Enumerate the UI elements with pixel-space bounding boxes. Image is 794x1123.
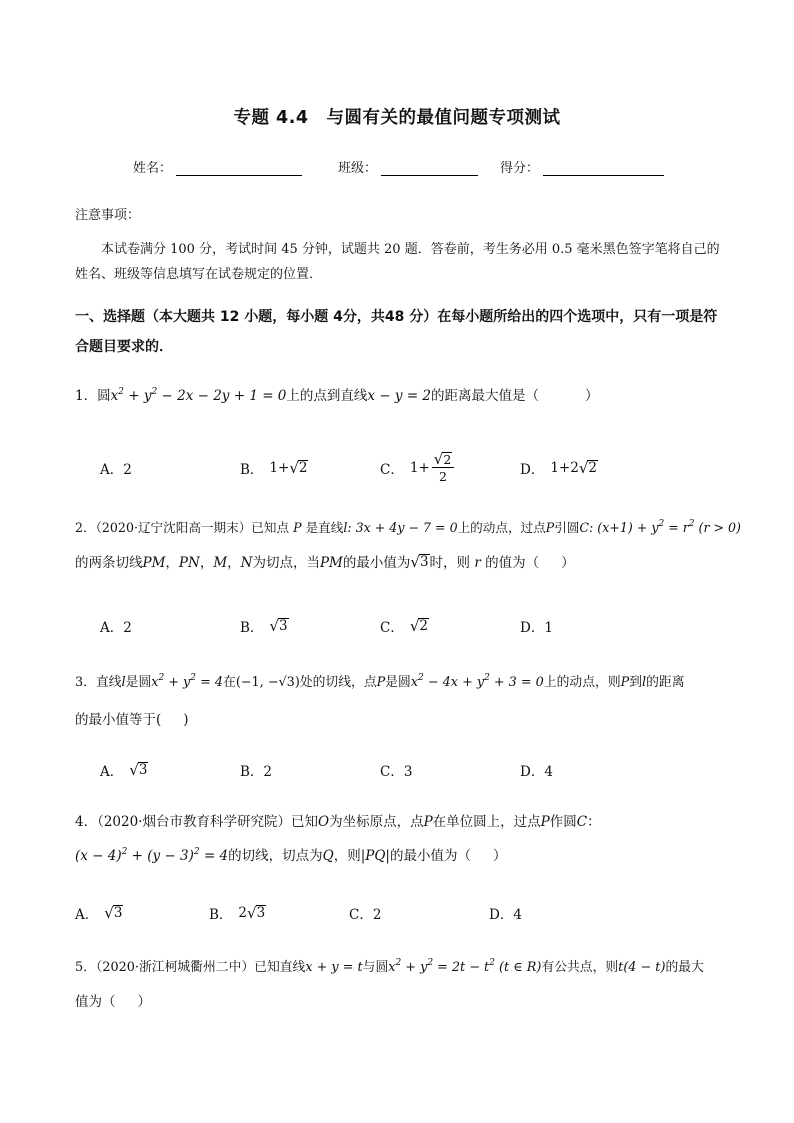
score-label: 得分：	[500, 161, 540, 176]
radical-icon: √	[409, 616, 420, 635]
question-text: 的距离	[646, 675, 685, 690]
radical-icon: √	[269, 616, 279, 635]
question-text: 上的点到直线	[286, 388, 368, 404]
option-label: C．2	[349, 907, 382, 923]
option-label: C．3	[380, 764, 413, 780]
section-heading: 一、选择题（本大题共 12 小题，每小题 4分，共48 分）在每小题所给出的四个选项中，只有一项是符合题目要求的．	[75, 309, 718, 355]
question-text: ）	[585, 388, 599, 404]
denominator: 2	[439, 469, 447, 484]
option-label: A．2	[100, 620, 132, 636]
radicand: 2	[419, 618, 428, 635]
question-2	[75, 518, 741, 573]
radicand: 2	[588, 460, 597, 477]
question-4-options	[75, 903, 635, 923]
math-expression: $(x - 4)^2 + (y - 3)^2 = 4$	[75, 847, 229, 864]
question-3-options	[100, 760, 660, 780]
math-expression: x − y = 2	[367, 388, 432, 404]
question-text: 的切线，切点为	[228, 848, 323, 864]
question-text: 时，则	[429, 555, 471, 571]
question-text: ，则	[333, 848, 361, 864]
score-field[interactable]	[500, 157, 664, 176]
question-text: 是直线	[305, 520, 344, 535]
radicand: 3	[256, 905, 266, 922]
option-a[interactable]	[75, 903, 209, 923]
question-text: 的最小值为	[342, 555, 411, 571]
question-number: 2．	[75, 520, 96, 535]
question-2-options	[100, 616, 660, 636]
math-var: P	[540, 814, 550, 830]
question-text: （2020·辽宁沈阳高一期末）已知点	[95, 520, 290, 535]
math-var: P	[376, 675, 386, 690]
question-text: 是圆	[125, 675, 152, 690]
option-b[interactable]	[209, 903, 349, 923]
question-text: 作圆	[549, 814, 577, 830]
question-number: 1．	[75, 388, 98, 404]
radical-icon: √	[433, 450, 444, 468]
math-expression: l: 3x + 4y − 7 = 0	[343, 520, 458, 535]
question-text: 是圆	[385, 675, 411, 690]
question-text: ：	[587, 814, 601, 830]
class-field[interactable]	[338, 157, 500, 176]
math-expression: C: $(x+1) + y^2 = r^2$ (r > 0)	[579, 519, 741, 535]
option-label: D．4	[520, 764, 553, 780]
name-field[interactable]	[133, 157, 338, 176]
question-text: 上的动点，过点	[457, 520, 546, 535]
option-value: 1+	[269, 460, 290, 476]
question-text: 直线	[95, 675, 122, 690]
option-c[interactable]	[349, 903, 489, 923]
sqrt-expression	[410, 554, 429, 570]
question-text: 上的动点，则	[543, 675, 621, 690]
option-label: B．	[209, 907, 233, 923]
option-value: 1+2	[550, 460, 579, 476]
question-text: 的两条切线	[75, 555, 143, 571]
question-number: 3．	[75, 675, 96, 690]
option-c[interactable]	[380, 452, 520, 484]
question-text: 的值为（	[485, 555, 540, 571]
option-label: A．	[100, 764, 124, 780]
class-blank[interactable]	[381, 161, 478, 176]
option-label: D．	[520, 462, 545, 478]
notice-heading: 注意事项：	[75, 208, 141, 223]
option-label: B．	[240, 462, 264, 478]
math-var: r	[470, 555, 486, 571]
question-text: 有公共点，则	[541, 960, 619, 975]
option-label: D．4	[489, 907, 522, 923]
math-var: O	[318, 814, 330, 830]
math-var: P	[289, 520, 306, 535]
radical-icon: √	[104, 903, 114, 922]
question-text: 引圆	[554, 520, 580, 535]
sqrt-expression	[289, 460, 308, 476]
question-text: 处的切线，点	[299, 675, 377, 690]
option-label: A．2	[100, 462, 132, 478]
option-d[interactable]	[520, 760, 660, 780]
option-d[interactable]	[489, 903, 629, 923]
radical-icon: √	[410, 553, 420, 571]
question-3	[75, 673, 725, 730]
math-var: l	[642, 675, 647, 690]
math-var: P	[423, 814, 433, 830]
option-b[interactable]	[240, 452, 380, 484]
fraction	[432, 452, 455, 484]
option-label: B．2	[240, 764, 273, 780]
math-expression: $x^2 + y^2 = 4$	[151, 673, 224, 690]
option-label: C．	[380, 462, 404, 478]
question-1	[75, 386, 725, 406]
question-text: ，	[199, 555, 214, 571]
sqrt-expression	[434, 452, 453, 467]
question-text: 与圆	[362, 960, 389, 975]
radical-icon: √	[289, 458, 299, 477]
radical-icon: √	[578, 458, 589, 477]
sqrt-expression	[410, 618, 429, 634]
name-blank[interactable]	[176, 161, 302, 176]
radicand: 3	[138, 762, 148, 779]
option-d[interactable]	[520, 616, 660, 636]
question-text: ）	[137, 994, 151, 1010]
math-var: M	[213, 555, 228, 571]
math-var: PM	[319, 555, 343, 571]
option-a[interactable]	[100, 616, 240, 636]
option-b[interactable]	[240, 616, 380, 636]
question-text: 到	[629, 675, 643, 690]
math-expression: t(4 − t)	[618, 960, 666, 975]
option-label: C．	[380, 620, 404, 636]
option-a[interactable]	[100, 760, 240, 780]
question-text: 在单位圆上，过点	[432, 814, 541, 830]
sqrt-expression	[247, 905, 266, 921]
question-text: 为切点，当	[252, 555, 320, 571]
option-b[interactable]	[240, 760, 380, 780]
question-text: 值为（	[75, 994, 116, 1010]
option-a[interactable]	[100, 452, 240, 484]
option-c[interactable]	[380, 760, 520, 780]
page-title: 专题 4.4 与圆有关的最值问题专项测试	[233, 108, 561, 128]
question-1-options	[100, 452, 660, 484]
question-number: 5．	[75, 960, 96, 975]
math-expression: $x^2 + y^2 = 2t - t^2$ (t ∈ R)	[388, 958, 542, 975]
question-text: ）	[561, 555, 575, 571]
question-text: 的最小值等于(	[75, 712, 162, 728]
question-text: 的最小值为（	[389, 848, 471, 864]
radical-icon: √	[247, 903, 257, 922]
math-var: C	[576, 814, 588, 830]
math-expression: (−1, −√3)	[235, 675, 300, 690]
class-label: 班级：	[338, 161, 378, 176]
math-var: Q	[322, 848, 334, 864]
math-var: PM	[142, 555, 166, 571]
math-var: |PQ|	[360, 848, 390, 864]
notice-body: 本试卷满分 100 分，考试时间 45 分钟，试题共 20 题．答卷前，考生务必用 0.5 毫米黑色签字笔将自己的姓名、班级等信息填写在试卷规定的位置．	[75, 242, 720, 282]
sqrt-expression	[269, 618, 288, 634]
question-5	[75, 958, 725, 1012]
math-var: PN	[178, 555, 200, 571]
question-text: 的最大	[665, 960, 704, 975]
option-d[interactable]	[520, 452, 660, 484]
question-text: 为坐标原点，点	[329, 814, 424, 830]
question-text: 的距离最大值是（	[431, 388, 540, 404]
math-expression: $x^2 + y^2 - 2x - 2y + 1 = 0$	[110, 387, 287, 404]
radicand: 2	[443, 452, 452, 468]
math-expression: $x^2 - 4x + y^2 + 3 = 0$	[410, 673, 544, 690]
question-text: )	[183, 712, 189, 728]
radicand: 3	[278, 618, 288, 635]
question-text: （2020·浙江柯城衢州二中）已知直线	[95, 960, 306, 975]
name-label: 姓名：	[133, 161, 173, 176]
radicand: 2	[298, 460, 308, 477]
radical-icon: √	[129, 760, 139, 779]
option-label: A．	[75, 907, 99, 923]
option-label: D．1	[520, 620, 553, 636]
question-text: 圆	[97, 388, 111, 404]
math-var: N	[240, 555, 253, 571]
option-value: 1+	[409, 460, 430, 476]
math-var: l	[121, 675, 126, 690]
score-blank[interactable]	[543, 161, 664, 176]
radicand: 3	[419, 554, 429, 571]
question-text: （2020·烟台市教育科学研究院）已知	[97, 814, 318, 830]
question-text: ，	[227, 555, 241, 571]
math-expression: x + y = t	[305, 960, 363, 975]
math-var: P	[620, 675, 630, 690]
question-4	[75, 812, 725, 866]
question-text: 在	[223, 675, 236, 690]
sqrt-expression	[579, 460, 598, 476]
math-var: P	[545, 520, 555, 535]
student-info-row	[133, 157, 693, 176]
radicand: 3	[113, 905, 123, 922]
option-label: B．	[240, 620, 264, 636]
question-text: ）	[492, 848, 507, 864]
option-value: 2	[238, 905, 248, 921]
question-number: 4．	[75, 814, 98, 830]
sqrt-expression	[129, 762, 148, 778]
question-text: ，	[165, 555, 179, 571]
option-c[interactable]	[380, 616, 520, 636]
sqrt-expression	[104, 905, 123, 921]
